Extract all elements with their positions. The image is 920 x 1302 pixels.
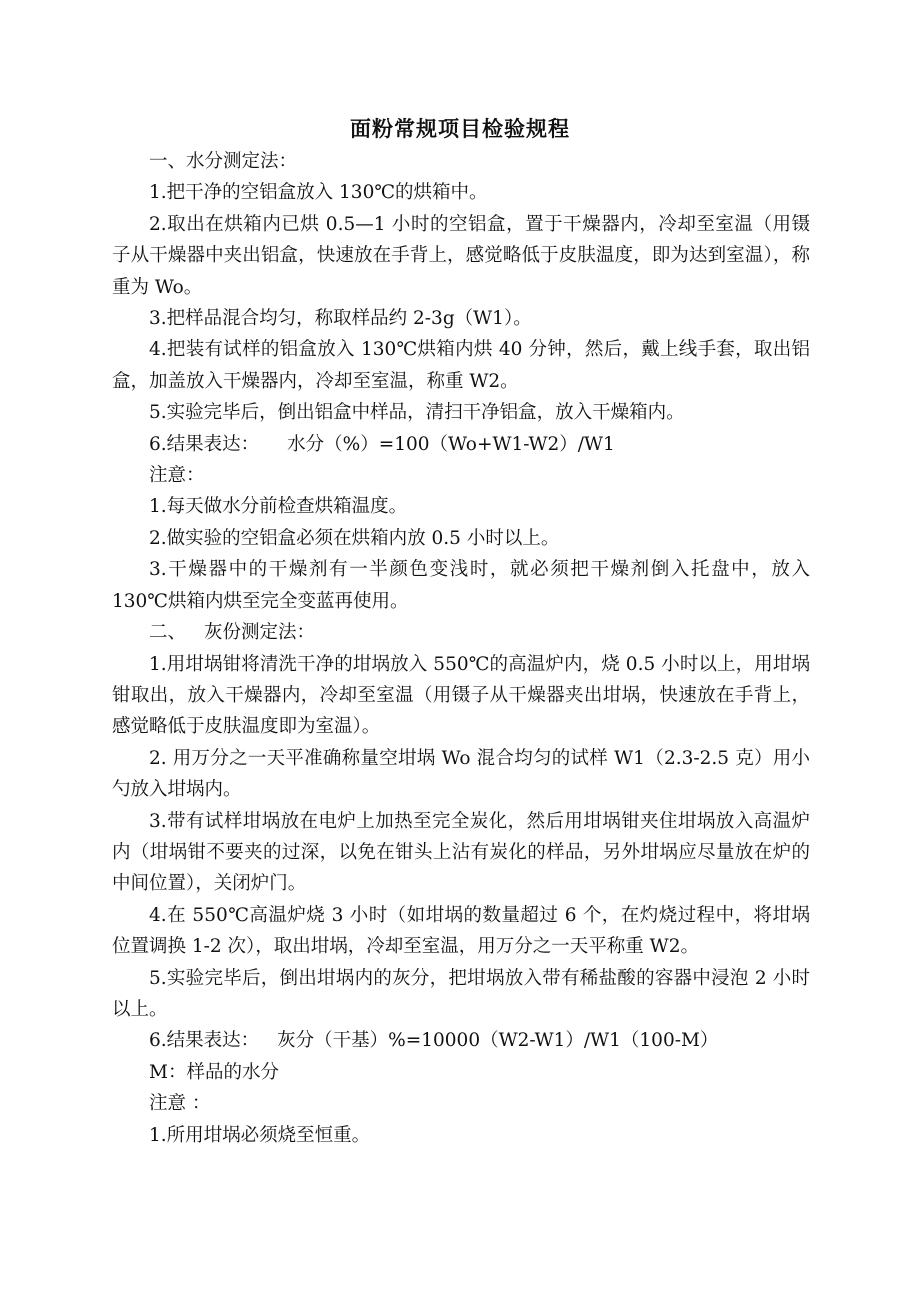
moisture-step-1: 1.把干净的空铝盒放入 130℃的烘箱中。 — [149, 182, 488, 204]
ash-step-4: 4.在 550℃高温炉烧 3 小时（如坩埚的数量超过 6 个，在灼烧过程中，将坩埚位置调换 1-2 次），取出坩埚，冷却至室温，用万分之一天平称重 W2。 — [112, 904, 810, 958]
ash-step-2: 2. 用万分之一天平准确称量空坩埚 Wo 混合均匀的试样 W1（2.3-2.5 克）用小勺放入坩埚内。 — [112, 747, 810, 801]
ash-m-definition: M：样品的水分 — [149, 1061, 279, 1083]
ash-note-heading: 注意 ： — [149, 1093, 211, 1115]
ash-step-1: 1.用坩埚钳将清洗干净的坩埚放入 550℃的高温炉内，烧 0.5 小时以上，用坩埚钳取出，放入干燥器内，冷却至室温（用镊子从干燥器夹出坩埚，快速放在手背上，感觉略低于皮肤温度即为室温）。 — [112, 653, 810, 738]
moisture-step-3: 3.把样品混合均匀，称取样品约 2-3g（W1）。 — [149, 308, 532, 330]
document-title: 面粉常规项目检验规程 — [350, 117, 570, 141]
ash-step-5: 5.实验完毕后，倒出坩埚内的灰分，把坩埚放入带有稀盐酸的容器中浸泡 2 小时以上。 — [112, 967, 810, 1020]
ash-formula: 灰分（干基）%=10000（W2-W1）/W1（100-M） — [277, 1030, 719, 1052]
section-heading-moisture: 一、水分测定法： — [149, 151, 298, 172]
ash-heading-text: 灰份测定法： — [204, 622, 316, 644]
moisture-formula: 水分（%）=100（Wo+W1-W2）/W1 — [287, 433, 615, 455]
ash-note-1: 1.所用坩埚必须烧至恒重。 — [149, 1124, 371, 1146]
document-body — [112, 146, 810, 1151]
moisture-step-5: 5.实验完毕后，倒出铝盒中样品，清扫干净铝盒，放入干燥箱内。 — [149, 402, 685, 424]
moisture-step-2: 2.取出在烘箱内已烘 0.5—1 小时的空铝盒，置于干燥器内，冷却至室温（用镊子从干燥器中夹出铝盒，快速放在手背上，感觉略低于皮肤温度，即为达到室温），称重为 Wo。 — [112, 213, 810, 298]
section-heading-ash — [112, 617, 810, 648]
moisture-note-1: 1.每天做水分前检查烘箱温度。 — [149, 496, 408, 518]
ash-step-6 — [112, 1025, 810, 1056]
moisture-note-2: 2.做实验的空铝盒必须在烘箱内放 0.5 小时以上。 — [149, 527, 560, 549]
moisture-step-4: 4.把装有试样的铝盒放入 130℃烘箱内烘 40 分钟，然后，戴上线手套，取出铝盒，加盖放入干燥器内，冷却至室温，称重 W2。 — [112, 339, 810, 392]
ash-step-3: 3.带有试样坩埚放在电炉上加热至完全炭化，然后用坩埚钳夹住坩埚放入高温炉内（坩埚钳不要夹的过深，以免在钳头上沾有炭化的样品，另外坩埚应尽量放在炉的中间位置），关闭炉门。 — [112, 810, 810, 895]
moisture-note-heading: 注意： — [149, 465, 205, 487]
ash-heading-number: 二、 — [149, 622, 187, 644]
moisture-note-3: 3.干燥器中的干燥剂有一半颜色变浅时，就必须把干燥剂倒入托盘中，放入 130℃烘箱内烘至完全变蓝再使用。 — [112, 559, 810, 612]
moisture-result-label: 6.结果表达： — [149, 433, 260, 455]
ash-result-label: 6.结果表达： — [149, 1030, 260, 1052]
moisture-step-6 — [112, 429, 810, 460]
